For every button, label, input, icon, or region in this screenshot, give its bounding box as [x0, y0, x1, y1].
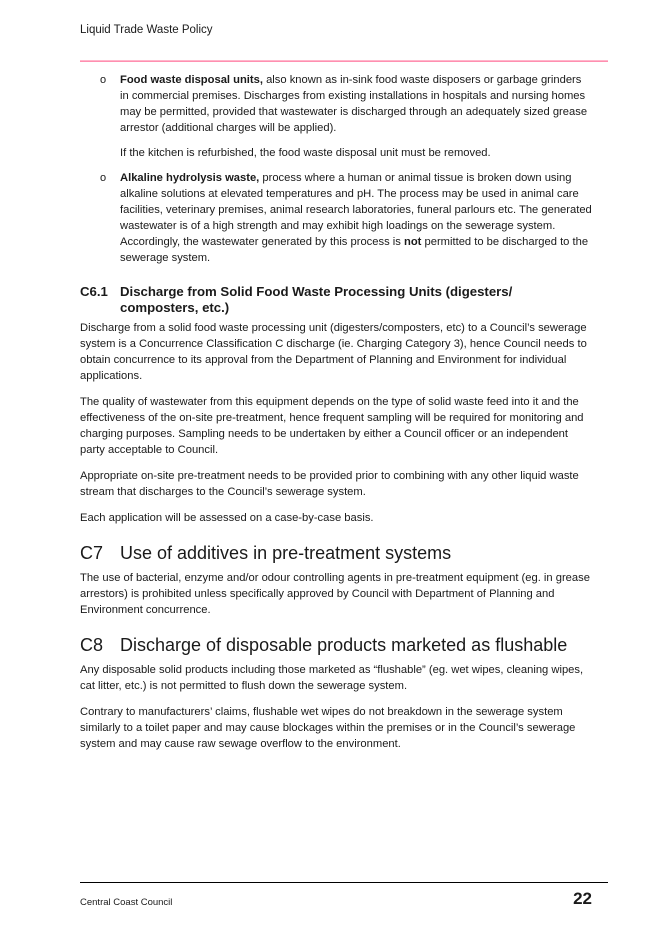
section-title: Discharge of disposable products marketed as flushable	[120, 635, 568, 655]
paragraph: Any disposable solid products including those marketed as “flushable” (eg. wet wipes, cleaning wipes, cat litter, etc.) is not permitted to flush down the sewerage system.	[80, 664, 584, 692]
bullet-text	[120, 72, 592, 136]
bullet-body-end: permitted to be discharged to the sewerage system.	[120, 236, 589, 264]
bullet-marker: o	[100, 74, 107, 86]
bullet-emphasis: not	[403, 236, 422, 248]
bullet-marker: o	[100, 172, 107, 184]
paragraph: Discharge from a solid food waste processing unit (digesters/composters, etc) to a Council’s sewerage system is a Concurrence Classification C discharge (ie. Charging Category 3), hence Council needs to obtain concurrence to its approval from the Department of Planning and Environment for individual applications.	[80, 322, 587, 382]
page-body	[80, 72, 592, 762]
footer-divider	[80, 882, 608, 883]
section-number: C6.1	[80, 284, 108, 299]
header-divider	[80, 60, 608, 62]
section-number: C8	[80, 635, 104, 655]
bullet-body: process where a human or animal tissue is broken down using alkaline solutions at elevated temperatures and pH. The process may be used in animal care facilities, veterinary premises, animal research laboratories, funeral parlours etc. The generated wastewater is of a high strength and may exhibit high loadings on the sewerage system. Accordingly, the wastewater generated by this process is	[120, 172, 592, 248]
section-heading-c7	[80, 542, 592, 564]
section-title: Use of additives in pre-treatment systems	[120, 543, 452, 563]
document-title: Liquid Trade Waste Policy	[80, 24, 213, 36]
paragraph: Each application will be assessed on a case-by-case basis.	[80, 512, 374, 524]
paragraph: Appropriate on-site pre-treatment needs to be provided prior to combining with any other liquid waste stream that discharges to the Council’s sewerage system.	[80, 470, 579, 498]
paragraph: Contrary to manufacturers’ claims, flushable wet wipes do not breakdown in the sewerage system similarly to a toilet paper and may cause blockages within the premises or in the Council’s sewerage system and may cause raw sewage overflow to the environment.	[80, 706, 576, 750]
page-number: 22	[573, 889, 592, 908]
bullet-lead: Food waste disposal units,	[120, 74, 263, 86]
bullet-body: also known as in-sink food waste disposers or garbage grinders in commercial premises. Discharges from existing installations in hospitals and nursing homes may be permitted, provided that wastewater is discharged through an adequately sized grease arrestor (additional charges will be applied).	[120, 74, 588, 134]
bullet-note: If the kitchen is refurbished, the food waste disposal unit must be removed.	[120, 147, 491, 159]
section-number: C7	[80, 543, 104, 563]
bullet-lead: Alkaline hydrolysis waste,	[120, 172, 260, 184]
section-heading-c8	[80, 634, 592, 656]
paragraph: The quality of wastewater from this equipment depends on the type of solid waste feed into it and the effectiveness of the on-site pre-treatment, hence frequent sampling will be required for monitoring and charging purposes. Sampling needs to be undertaken by either a Council officer or an independent party acceptable to Council.	[80, 396, 584, 456]
bullet-alkaline-hydrolysis	[80, 170, 592, 266]
paragraph: The use of bacterial, enzyme and/or odour controlling agents in pre-treatment equipment (eg. in grease arrestors) is prohibited unless specifically approved by Council with Department of Planning and Environment concurrence.	[80, 572, 590, 616]
section-title: Discharge from Solid Food Waste Processing Units (digesters/ composters, etc.)	[120, 284, 513, 315]
footer-organisation: Central Coast Council	[80, 897, 173, 908]
bullet-text	[120, 170, 592, 266]
bullet-food-waste-disposal	[80, 72, 592, 161]
section-heading-c6-1	[80, 284, 592, 316]
